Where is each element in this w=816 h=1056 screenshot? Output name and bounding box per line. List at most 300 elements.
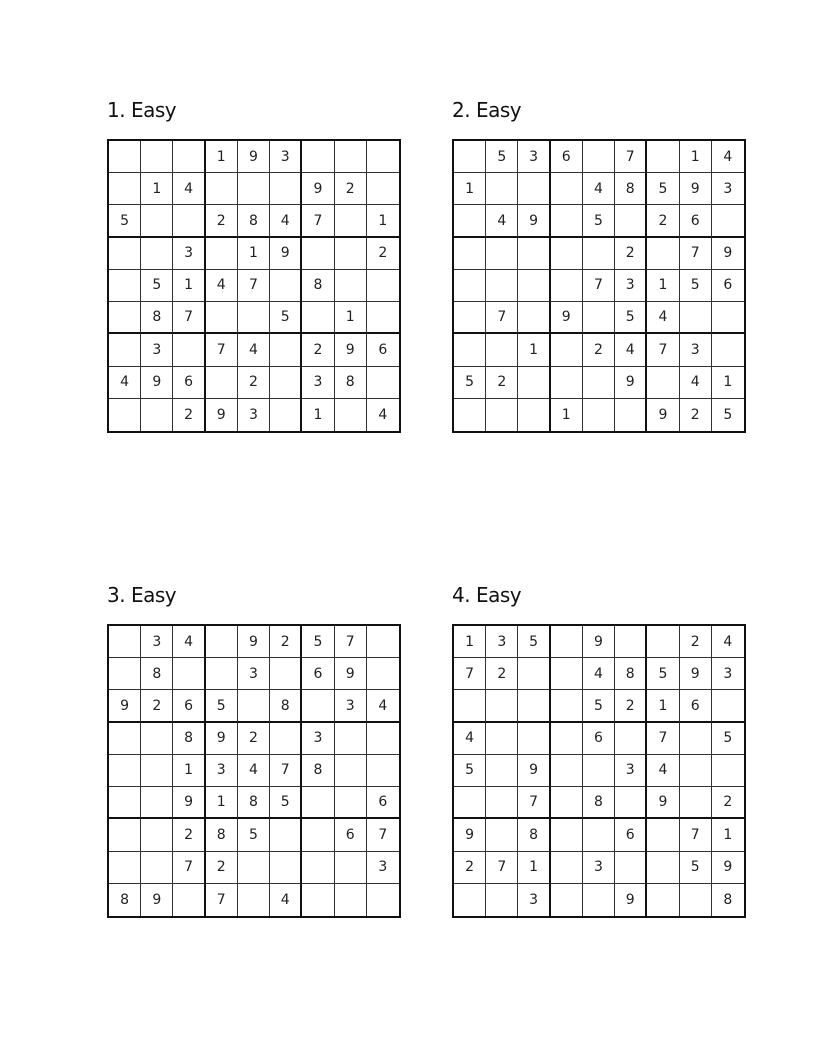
empty-cell[interactable] <box>302 787 334 819</box>
given-cell: 1 <box>206 787 238 819</box>
empty-cell[interactable] <box>518 302 550 334</box>
empty-cell[interactable] <box>335 723 367 755</box>
empty-cell[interactable] <box>583 399 615 431</box>
given-cell: 3 <box>270 141 302 173</box>
empty-cell[interactable] <box>680 755 712 787</box>
given-cell: 3 <box>302 367 334 399</box>
given-cell: 6 <box>680 690 712 722</box>
given-cell: 1 <box>712 367 744 399</box>
empty-cell[interactable] <box>551 334 583 366</box>
empty-cell[interactable] <box>551 270 583 302</box>
empty-cell[interactable] <box>647 884 679 916</box>
empty-cell[interactable] <box>270 334 302 366</box>
given-cell: 2 <box>238 367 270 399</box>
empty-cell[interactable] <box>270 852 302 884</box>
empty-cell[interactable] <box>551 658 583 690</box>
given-cell: 2 <box>647 205 679 237</box>
empty-cell[interactable] <box>551 723 583 755</box>
given-cell: 2 <box>173 819 205 851</box>
empty-cell[interactable] <box>367 270 399 302</box>
empty-cell[interactable] <box>367 626 399 658</box>
given-cell: 1 <box>518 334 550 366</box>
given-cell: 4 <box>270 205 302 237</box>
empty-cell[interactable] <box>551 884 583 916</box>
given-cell: 9 <box>647 787 679 819</box>
given-cell: 6 <box>367 787 399 819</box>
empty-cell[interactable] <box>141 787 173 819</box>
given-cell: 5 <box>109 205 141 237</box>
empty-cell[interactable] <box>615 723 647 755</box>
given-cell: 7 <box>302 205 334 237</box>
given-cell: 7 <box>680 238 712 270</box>
given-cell: 3 <box>302 723 334 755</box>
empty-cell[interactable] <box>109 270 141 302</box>
empty-cell[interactable] <box>206 238 238 270</box>
empty-cell[interactable] <box>270 270 302 302</box>
empty-cell[interactable] <box>367 141 399 173</box>
empty-cell[interactable] <box>206 658 238 690</box>
given-cell: 5 <box>270 787 302 819</box>
empty-cell[interactable] <box>270 399 302 431</box>
given-cell: 7 <box>615 141 647 173</box>
empty-cell[interactable] <box>647 367 679 399</box>
empty-cell[interactable] <box>583 884 615 916</box>
empty-cell[interactable] <box>518 367 550 399</box>
empty-cell[interactable] <box>109 723 141 755</box>
empty-cell[interactable] <box>647 626 679 658</box>
empty-cell[interactable] <box>486 173 518 205</box>
empty-cell[interactable] <box>454 302 486 334</box>
puzzle-title: 1. Easy <box>107 98 177 122</box>
given-cell: 2 <box>454 852 486 884</box>
empty-cell[interactable] <box>367 658 399 690</box>
given-cell: 4 <box>712 141 744 173</box>
empty-cell[interactable] <box>680 302 712 334</box>
given-cell: 8 <box>173 723 205 755</box>
given-cell: 5 <box>454 755 486 787</box>
empty-cell[interactable] <box>518 723 550 755</box>
given-cell: 2 <box>335 173 367 205</box>
empty-cell[interactable] <box>335 399 367 431</box>
given-cell: 1 <box>454 173 486 205</box>
given-cell: 6 <box>583 723 615 755</box>
given-cell: 8 <box>518 819 550 851</box>
empty-cell[interactable] <box>680 787 712 819</box>
empty-cell[interactable] <box>109 658 141 690</box>
given-cell: 3 <box>518 141 550 173</box>
given-cell: 4 <box>712 626 744 658</box>
empty-cell[interactable] <box>647 852 679 884</box>
given-cell: 3 <box>206 755 238 787</box>
given-cell: 5 <box>454 367 486 399</box>
empty-cell[interactable] <box>206 173 238 205</box>
given-cell: 1 <box>173 270 205 302</box>
given-cell: 5 <box>141 270 173 302</box>
given-cell: 5 <box>680 270 712 302</box>
given-cell: 1 <box>335 302 367 334</box>
given-cell: 9 <box>238 626 270 658</box>
given-cell: 9 <box>551 302 583 334</box>
empty-cell[interactable] <box>302 690 334 722</box>
empty-cell[interactable] <box>583 302 615 334</box>
given-cell: 4 <box>454 723 486 755</box>
given-cell: 4 <box>238 334 270 366</box>
empty-cell[interactable] <box>141 852 173 884</box>
given-cell: 9 <box>109 690 141 722</box>
given-cell: 3 <box>680 334 712 366</box>
puzzle-title: 2. Easy <box>452 98 522 122</box>
given-cell: 8 <box>206 819 238 851</box>
empty-cell[interactable] <box>270 658 302 690</box>
empty-cell[interactable] <box>238 302 270 334</box>
empty-cell[interactable] <box>109 302 141 334</box>
empty-cell[interactable] <box>454 238 486 270</box>
empty-cell[interactable] <box>615 852 647 884</box>
empty-cell[interactable] <box>712 205 744 237</box>
given-cell: 1 <box>173 755 205 787</box>
empty-cell[interactable] <box>141 205 173 237</box>
given-cell: 7 <box>206 334 238 366</box>
given-cell: 8 <box>238 787 270 819</box>
empty-cell[interactable] <box>335 787 367 819</box>
given-cell: 5 <box>680 852 712 884</box>
empty-cell[interactable] <box>551 173 583 205</box>
empty-cell[interactable] <box>486 723 518 755</box>
empty-cell[interactable] <box>615 787 647 819</box>
empty-cell[interactable] <box>173 334 205 366</box>
given-cell: 7 <box>206 884 238 916</box>
empty-cell[interactable] <box>141 399 173 431</box>
empty-cell[interactable] <box>109 141 141 173</box>
given-cell: 4 <box>583 173 615 205</box>
empty-cell[interactable] <box>551 367 583 399</box>
given-cell: 4 <box>615 334 647 366</box>
given-cell: 9 <box>680 173 712 205</box>
empty-cell[interactable] <box>367 884 399 916</box>
given-cell: 2 <box>173 399 205 431</box>
empty-cell[interactable] <box>109 173 141 205</box>
empty-cell[interactable] <box>335 270 367 302</box>
given-cell: 3 <box>141 626 173 658</box>
given-cell: 9 <box>680 658 712 690</box>
empty-cell[interactable] <box>454 141 486 173</box>
given-cell: 5 <box>615 302 647 334</box>
empty-cell[interactable] <box>109 852 141 884</box>
empty-cell[interactable] <box>551 205 583 237</box>
given-cell: 6 <box>302 658 334 690</box>
empty-cell[interactable] <box>238 173 270 205</box>
empty-cell[interactable] <box>486 787 518 819</box>
given-cell: 9 <box>647 399 679 431</box>
given-cell: 1 <box>518 852 550 884</box>
given-cell: 3 <box>367 852 399 884</box>
empty-cell[interactable] <box>647 141 679 173</box>
empty-cell[interactable] <box>109 755 141 787</box>
given-cell: 4 <box>378 406 388 423</box>
given-cell: 3 <box>141 334 173 366</box>
given-cell: 4 <box>270 884 302 916</box>
empty-cell[interactable] <box>141 723 173 755</box>
given-cell: 9 <box>583 626 615 658</box>
empty-cell[interactable] <box>454 270 486 302</box>
empty-cell[interactable] <box>238 690 270 722</box>
given-cell: 5 <box>723 406 733 423</box>
empty-cell[interactable] <box>454 884 486 916</box>
empty-cell[interactable] <box>486 819 518 851</box>
empty-cell[interactable] <box>141 755 173 787</box>
empty-cell[interactable] <box>141 238 173 270</box>
given-cell: 9 <box>615 367 647 399</box>
given-cell: 9 <box>206 399 238 431</box>
empty-cell[interactable] <box>583 819 615 851</box>
given-cell: 9 <box>615 884 647 916</box>
empty-cell[interactable] <box>551 690 583 722</box>
empty-cell[interactable] <box>583 755 615 787</box>
given-cell: 6 <box>367 334 399 366</box>
empty-cell[interactable] <box>583 238 615 270</box>
empty-cell[interactable] <box>551 238 583 270</box>
empty-cell[interactable] <box>173 658 205 690</box>
given-cell: 8 <box>335 367 367 399</box>
empty-cell[interactable] <box>486 884 518 916</box>
given-cell: 1 <box>141 173 173 205</box>
given-cell: 3 <box>238 658 270 690</box>
empty-cell[interactable] <box>680 723 712 755</box>
given-cell: 9 <box>302 173 334 205</box>
given-cell: 9 <box>335 334 367 366</box>
empty-cell[interactable] <box>551 755 583 787</box>
empty-cell[interactable] <box>680 884 712 916</box>
given-cell: 2 <box>270 626 302 658</box>
empty-cell[interactable] <box>486 238 518 270</box>
empty-cell[interactable] <box>335 755 367 787</box>
empty-cell[interactable] <box>109 787 141 819</box>
empty-cell[interactable] <box>454 787 486 819</box>
empty-cell[interactable] <box>270 173 302 205</box>
given-cell: 6 <box>615 819 647 851</box>
empty-cell[interactable] <box>518 270 550 302</box>
empty-cell[interactable] <box>486 399 518 431</box>
given-cell: 2 <box>583 334 615 366</box>
empty-cell[interactable] <box>551 787 583 819</box>
empty-cell[interactable] <box>486 334 518 366</box>
empty-cell[interactable] <box>518 173 550 205</box>
empty-cell[interactable] <box>486 755 518 787</box>
empty-cell[interactable] <box>551 626 583 658</box>
empty-cell[interactable] <box>518 238 550 270</box>
empty-cell[interactable] <box>551 852 583 884</box>
given-cell: 5 <box>647 658 679 690</box>
given-cell: 3 <box>335 690 367 722</box>
given-cell: 9 <box>173 787 205 819</box>
empty-cell[interactable] <box>173 205 205 237</box>
empty-cell[interactable] <box>206 367 238 399</box>
sudoku-grid <box>107 624 401 918</box>
empty-cell[interactable] <box>454 690 486 722</box>
given-cell: 8 <box>141 302 173 334</box>
empty-cell[interactable] <box>518 690 550 722</box>
given-cell: 2 <box>486 658 518 690</box>
given-cell: 9 <box>712 852 744 884</box>
empty-cell[interactable] <box>109 238 141 270</box>
given-cell: 8 <box>583 787 615 819</box>
empty-cell[interactable] <box>454 205 486 237</box>
given-cell: 1 <box>367 205 399 237</box>
given-cell: 2 <box>712 787 744 819</box>
given-cell: 4 <box>206 270 238 302</box>
empty-cell[interactable] <box>109 819 141 851</box>
given-cell: 2 <box>680 626 712 658</box>
given-cell: 2 <box>486 367 518 399</box>
empty-cell[interactable] <box>335 141 367 173</box>
empty-cell[interactable] <box>141 141 173 173</box>
empty-cell[interactable] <box>454 334 486 366</box>
empty-cell[interactable] <box>518 658 550 690</box>
empty-cell[interactable] <box>712 755 744 787</box>
given-cell: 7 <box>486 302 518 334</box>
given-cell: 7 <box>335 626 367 658</box>
given-cell: 1 <box>206 141 238 173</box>
empty-cell[interactable] <box>173 141 205 173</box>
given-cell: 9 <box>335 658 367 690</box>
given-cell: 2 <box>367 238 399 270</box>
empty-cell[interactable] <box>486 690 518 722</box>
empty-cell[interactable] <box>173 884 205 916</box>
puzzle-title: 3. Easy <box>107 583 177 607</box>
given-cell: 6 <box>551 141 583 173</box>
empty-cell[interactable] <box>302 238 334 270</box>
given-cell: 8 <box>302 270 334 302</box>
empty-cell[interactable] <box>615 626 647 658</box>
given-cell: 3 <box>712 658 744 690</box>
given-cell: 4 <box>647 755 679 787</box>
empty-cell[interactable] <box>367 755 399 787</box>
empty-cell[interactable] <box>206 626 238 658</box>
given-cell: 8 <box>723 891 733 908</box>
given-cell: 5 <box>712 723 744 755</box>
given-cell: 4 <box>680 367 712 399</box>
empty-cell[interactable] <box>302 302 334 334</box>
given-cell: 2 <box>141 690 173 722</box>
given-cell: 9 <box>141 884 173 916</box>
empty-cell[interactable] <box>270 723 302 755</box>
given-cell: 7 <box>583 270 615 302</box>
given-cell: 3 <box>486 626 518 658</box>
empty-cell[interactable] <box>335 205 367 237</box>
sudoku-grid <box>452 139 746 433</box>
given-cell: 3 <box>712 173 744 205</box>
puzzle-title: 4. Easy <box>452 583 522 607</box>
empty-cell[interactable] <box>206 302 238 334</box>
given-cell: 7 <box>173 852 205 884</box>
given-cell: 7 <box>270 755 302 787</box>
given-cell: 2 <box>680 399 712 431</box>
given-cell: 4 <box>173 173 205 205</box>
given-cell: 9 <box>238 141 270 173</box>
given-cell: 6 <box>335 819 367 851</box>
given-cell: 5 <box>270 302 302 334</box>
given-cell: 7 <box>486 852 518 884</box>
empty-cell[interactable] <box>454 399 486 431</box>
empty-cell[interactable] <box>238 884 270 916</box>
empty-cell[interactable] <box>647 819 679 851</box>
given-cell: 3 <box>583 852 615 884</box>
empty-cell[interactable] <box>270 819 302 851</box>
given-cell: 5 <box>238 819 270 851</box>
given-cell: 3 <box>615 755 647 787</box>
empty-cell[interactable] <box>367 302 399 334</box>
empty-cell[interactable] <box>551 819 583 851</box>
given-cell: 8 <box>615 658 647 690</box>
sudoku-grid <box>107 139 401 433</box>
given-cell: 1 <box>551 399 583 431</box>
empty-cell[interactable] <box>109 626 141 658</box>
given-cell: 1 <box>647 690 679 722</box>
given-cell: 1 <box>238 238 270 270</box>
given-cell: 6 <box>173 367 205 399</box>
empty-cell[interactable] <box>615 205 647 237</box>
given-cell: 4 <box>109 367 141 399</box>
given-cell: 8 <box>109 884 141 916</box>
empty-cell[interactable] <box>335 238 367 270</box>
empty-cell[interactable] <box>712 302 744 334</box>
given-cell: 8 <box>141 658 173 690</box>
given-cell: 9 <box>270 238 302 270</box>
empty-cell[interactable] <box>302 141 334 173</box>
given-cell: 5 <box>302 626 334 658</box>
empty-cell[interactable] <box>270 367 302 399</box>
empty-cell[interactable] <box>302 852 334 884</box>
sudoku-grid <box>452 624 746 918</box>
empty-cell[interactable] <box>302 884 334 916</box>
given-cell: 6 <box>680 205 712 237</box>
empty-cell[interactable] <box>109 334 141 366</box>
empty-cell[interactable] <box>367 367 399 399</box>
empty-cell[interactable] <box>367 173 399 205</box>
empty-cell[interactable] <box>583 141 615 173</box>
empty-cell[interactable] <box>335 852 367 884</box>
empty-cell[interactable] <box>238 852 270 884</box>
given-cell: 6 <box>173 690 205 722</box>
given-cell: 7 <box>680 819 712 851</box>
empty-cell[interactable] <box>647 238 679 270</box>
given-cell: 2 <box>615 238 647 270</box>
empty-cell[interactable] <box>367 723 399 755</box>
given-cell: 1 <box>302 399 334 431</box>
given-cell: 7 <box>173 302 205 334</box>
given-cell: 7 <box>647 723 679 755</box>
empty-cell[interactable] <box>712 690 744 722</box>
given-cell: 4 <box>647 302 679 334</box>
empty-cell[interactable] <box>712 334 744 366</box>
empty-cell[interactable] <box>141 819 173 851</box>
empty-cell[interactable] <box>335 884 367 916</box>
given-cell: 1 <box>647 270 679 302</box>
empty-cell[interactable] <box>109 399 141 431</box>
given-cell: 9 <box>206 723 238 755</box>
empty-cell[interactable] <box>518 399 550 431</box>
given-cell: 2 <box>206 205 238 237</box>
given-cell: 1 <box>680 141 712 173</box>
given-cell: 2 <box>302 334 334 366</box>
given-cell: 4 <box>486 205 518 237</box>
empty-cell[interactable] <box>615 399 647 431</box>
empty-cell[interactable] <box>583 367 615 399</box>
empty-cell[interactable] <box>486 270 518 302</box>
empty-cell[interactable] <box>302 819 334 851</box>
given-cell: 8 <box>270 690 302 722</box>
given-cell: 7 <box>454 658 486 690</box>
